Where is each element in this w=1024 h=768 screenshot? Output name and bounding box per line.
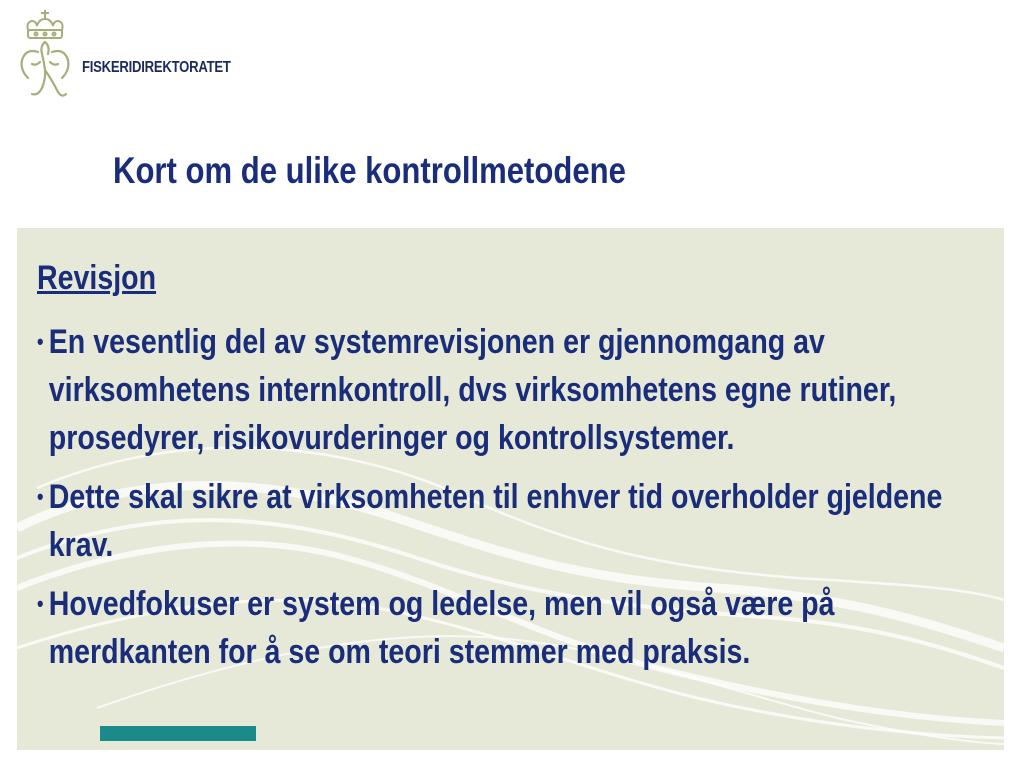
- bullet-item: [37, 473, 978, 569]
- bullet-text: En vesentlig del av systemrevisjonen er gjennomgang av virksomhetens internkontroll, dvs virksomhetens egne rutiner, prosedyrer, risikovurderinger og kontrollsystemer.: [48, 323, 897, 457]
- bullet-dot-icon: •: [37, 329, 44, 354]
- bullet-dot-icon: •: [37, 484, 44, 509]
- bullet-item: [37, 580, 978, 676]
- crown-lion-emblem-icon: [18, 8, 80, 100]
- organization-logo: [18, 8, 258, 103]
- organization-name: FISKERIDIREKTORATET: [82, 59, 231, 76]
- bullet-dot-icon: •: [37, 591, 44, 616]
- bullet-item: [37, 318, 978, 462]
- page-title: Kort om de ulike kontrollmetodene: [113, 150, 626, 191]
- content-panel: [17, 228, 1004, 750]
- accent-bar: [100, 726, 256, 741]
- bullet-text: Dette skal sikre at virksomheten til enhver tid overholder gjeldene krav.: [48, 478, 943, 564]
- section-heading: Revisjon: [37, 259, 157, 297]
- bullet-text: Hovedfokuser er system og ledelse, men vil også være på merdkanten for å se om teori stemmer med praksis.: [48, 585, 835, 671]
- slide-body: [37, 258, 978, 687]
